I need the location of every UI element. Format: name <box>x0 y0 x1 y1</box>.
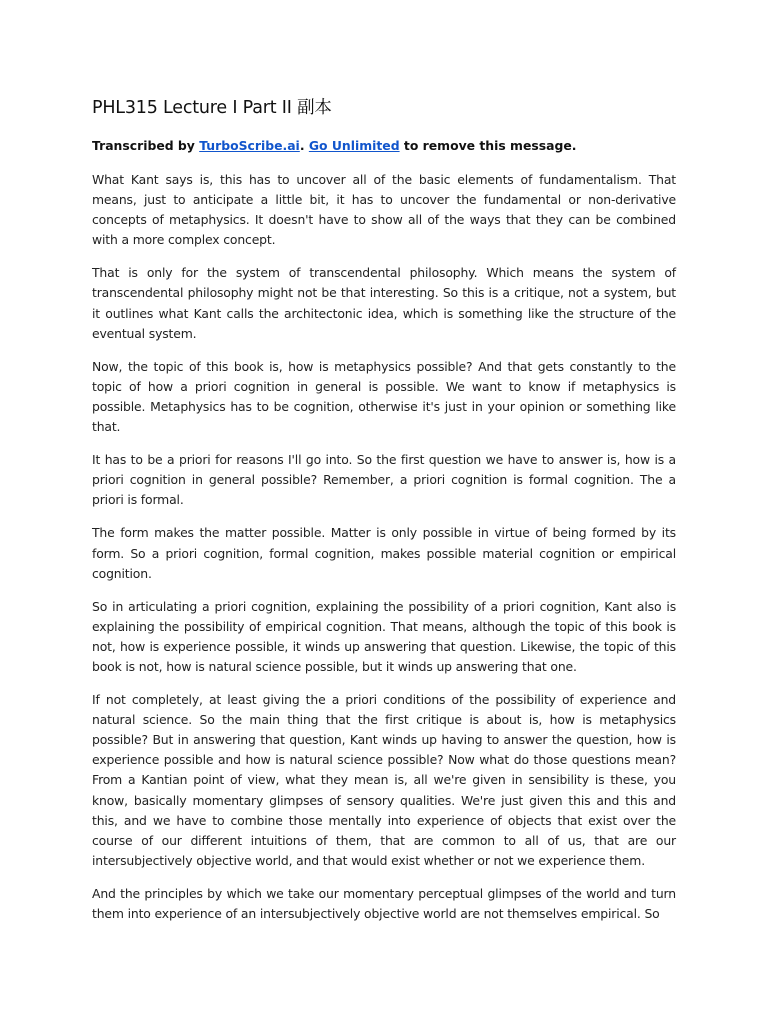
paragraph-7: If not completely, at least giving the a priori conditions of the possibility of experience and natural science. So the main thing that the first critique is about is, how is metaphysics possible? But in answering that question, Kant winds up having to answer the question, how is experience possible and how is natural science possible? Now what do those questions mean? From a Kantian point of view, what they mean is, all we're given in sensibility is these, you know, basically momentary glimpses of sensory qualities. We're just given this and this and this, and we have to combine those mentally into experience of objects that exist over the course of our different intuitions of them, that are common to all of us, that are our intersubjectively objective world, and that would exist whether or not we experience them. <box>92 692 676 868</box>
notice-prefix: Transcribed by <box>92 138 200 153</box>
go-unlimited-link[interactable]: Go Unlimited <box>308 138 400 153</box>
paragraph-1: What Kant says is, this has to uncover all of the basic elements of fundamentalism. That means, just to anticipate a little bit, it has to uncover the fundamental or non-derivative concepts of metaphysics. It doesn't have to show all of the ways that they can be combined with a more complex concept. <box>92 172 676 248</box>
notice-middle: . <box>299 138 309 153</box>
paragraph-5: The form makes the matter possible. Matter is only possible in virtue of being formed by its form. So a priori cognition, formal cognition, makes possible material cognition or empirical cognition. <box>92 525 676 581</box>
transcription-notice <box>92 136 676 156</box>
turboscribe-link[interactable]: TurboScribe.ai <box>199 138 300 153</box>
document-title: PHL315 Lecture I Part II 副本 <box>92 98 332 118</box>
document-page <box>92 96 676 937</box>
paragraph-6: So in articulating a priori cognition, explaining the possibility of a priori cognition, Kant also is explaining the possibility of empirical cognition. That means, although the topic of this book is not, how is experience possible, it winds up answering that question. Likewise, the topic of this book is not, how is natural science possible, but it winds up answering that one. <box>92 598 676 674</box>
notice-suffix: to remove this message. <box>399 138 577 153</box>
paragraph-8: And the principles by which we take our momentary perceptual glimpses of the world and turn them into experience of an intersubjectively objective world are not themselves empirical. So <box>92 885 676 921</box>
paragraph-3: Now, the topic of this book is, how is metaphysics possible? And that gets constantly to the topic of how a priori cognition in general is possible. We want to know if metaphysics is possible. Metaphysics has to be cognition, otherwise it's just in your opinion or something like that. <box>92 358 676 435</box>
paragraph-2: That is only for the system of transcendental philosophy. Which means the system of transcendental philosophy might not be that interesting. So this is a critique, not a system, but it outlines what Kant calls the architectonic idea, which is something like the structure of the eventual system. <box>92 265 676 341</box>
paragraph-4: It has to be a priori for reasons I'll go into. So the first question we have to answer is, how is a priori cognition in general possible? Remember, a priori cognition is formal cognition. The a priori is formal. <box>92 452 676 508</box>
